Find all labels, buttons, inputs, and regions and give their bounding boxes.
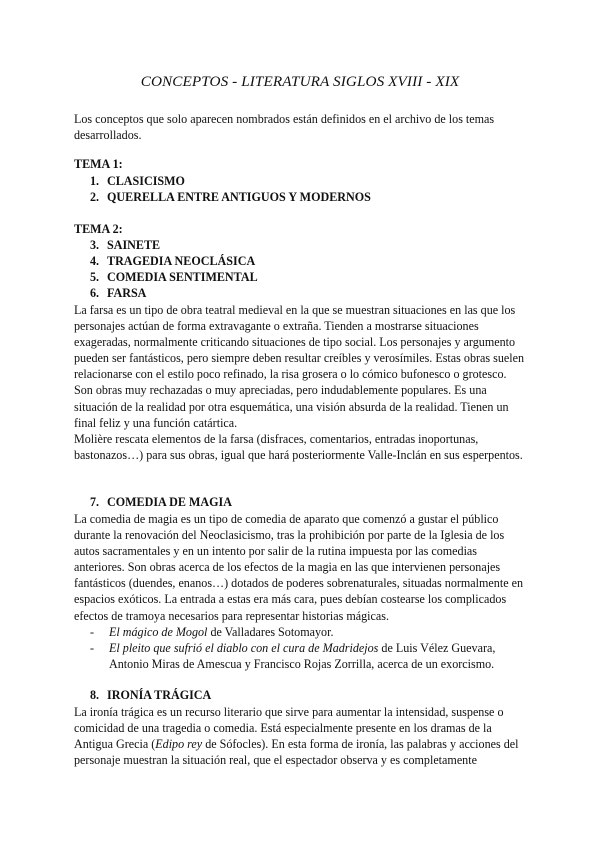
section-heading-comedia-magia: 7. COMEDIA DE MAGIA (90, 495, 232, 509)
farsa-paragraph-moliere: Molière rescata elementos de la farsa (disfraces, comentarios, entradas inoportunas, bastonazos…) para sus obras, igual que hará posteriormente Valle-Inclán en sus esperpentos. (74, 432, 523, 463)
work-title: El pleito que sufrió el diablo con el cura de Madridejos (109, 641, 379, 655)
section-heading-ironia-tragica: 8. IRONÍA TRÁGICA (90, 688, 212, 702)
intro-paragraph: Los conceptos que solo aparecen nombrados están definidos en el archivo de los temas desarrollados. (74, 112, 495, 143)
list-item: - El pleito que sufrió el diablo con el cura de Madridejos de Luis Vélez Guevara, Antonio Miras de Amescua y Francisco Rojas Zorrilla, acerca de un exorcismo. (90, 641, 496, 672)
list-item: 2. QUERELLA ENTRE ANTIGUOS Y MODERNOS (90, 190, 371, 204)
list-item: 6. FARSA (90, 286, 147, 300)
page-title: CONCEPTOS - LITERATURA SIGLOS XVIII - XIX (140, 73, 460, 90)
work-title: Edipo rey (155, 737, 203, 752)
ironia-paragraph: La ironía trágica es un recurso literario que sirve para aumentar la intensidad, suspense o comicidad de una tragedia o comedia. Está especialmente presente en los dramas de la Antigua Grecia (Edipo rey de Sófocles). En esta forma de ironía, las palabras y acciones del personaje muestran la situación real, que el espectador observa y es completamente (74, 705, 519, 768)
list-item: 4. TRAGEDIA NEOCLÁSICA (90, 254, 256, 268)
list-item: - El mágico de Mogol de Valladares Sotomayor. (90, 625, 334, 639)
work-title: El mágico de Mogol (109, 625, 208, 639)
list-item: 3. SAINETE (90, 238, 161, 252)
magia-paragraph: La comedia de magia es un tipo de comedia de aparato que comenzó a gustar el público durante la renovación del Neoclasicismo, tras la prohibición por parte de la Iglesia de los autos sacramentales y en un intento por salir de la rutina impuesta por las comedias anteriores. Son obras acerca de los efectos de la magia en las que intervienen personajes fantásticos (duendes, enanos…) dotados de poderes sobrenaturales, situadas normalmente en espacios exóticos. La entrada a estas era más cara, pues debían costearse los complicados efectos de tramoya necesarios para representar historias mágicas. (74, 512, 524, 623)
farsa-paragraph: La farsa es un tipo de obra teatral medieval en la que se muestran situaciones en las que los personajes actúan de forma extravagante o extraña. Tienden a mostrarse situaciones exageradas, normalmente criticando situaciones de tipo social. Los personajes y argumento pueden ser fantásticos, pero siempre deben resultar creíbles y verosímiles. Estas obras suelen relacionarse con el estilo poco refinado, la risa grosera o lo cómico bufonesco o grotesco. Son obras muy rechazadas o muy apreciadas, pero indudablemente populares. Es una situación de la realidad por otra esquemática, una visión absurda de la realidad. Tienen un final feliz y una función catártica. (74, 303, 525, 430)
tema1-heading: TEMA 1: (74, 157, 123, 171)
list-item: 5. COMEDIA SENTIMENTAL (90, 270, 258, 284)
list-item: 1. CLASICISMO (90, 174, 185, 188)
tema2-heading: TEMA 2: (74, 222, 123, 236)
